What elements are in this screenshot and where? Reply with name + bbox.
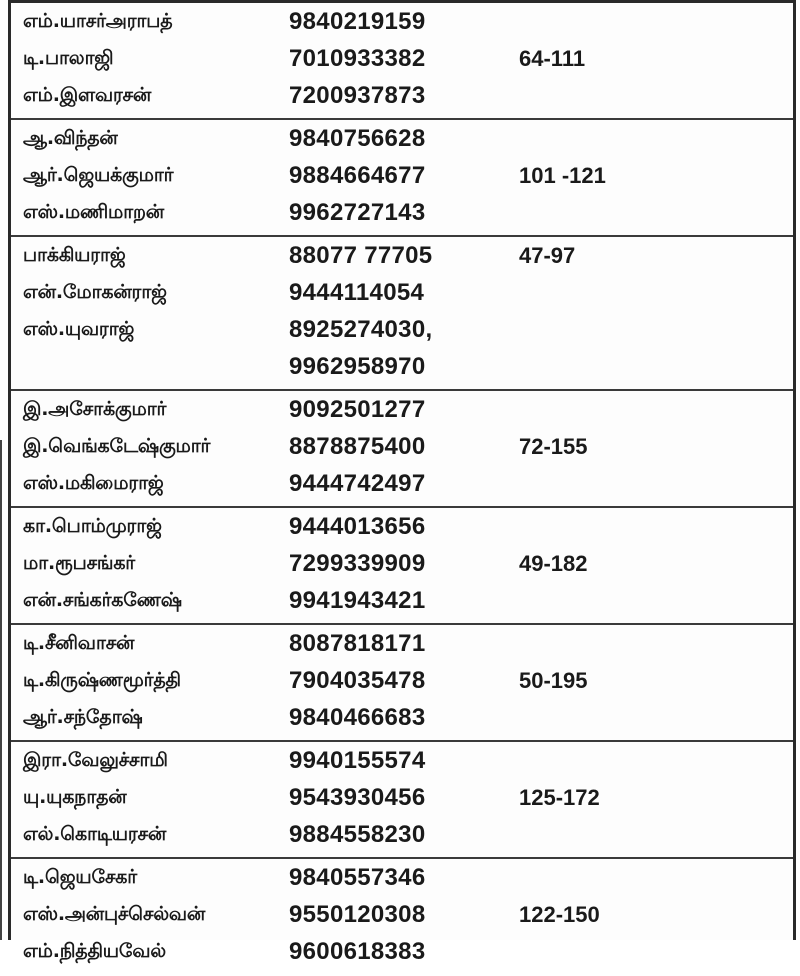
- contact-row: [11, 745, 793, 782]
- phone-number: 9444742497: [289, 470, 426, 497]
- contact-name: மா.ரூபசங்கர்: [23, 552, 136, 574]
- phone-number: 88077 77705: [289, 242, 433, 269]
- contact-group: [11, 742, 793, 859]
- phone-number: 9550120308: [289, 901, 426, 928]
- contact-row: [11, 197, 793, 234]
- contact-row: [11, 585, 793, 622]
- phone-number: 8087818171: [289, 630, 426, 657]
- phone-number: 9962958970: [289, 353, 426, 380]
- contact-name: எஸ்.மகிமைராஜ்: [23, 472, 164, 494]
- contact-name: டி.சீனிவாசன்: [23, 632, 135, 654]
- phone-number: 9092501277: [289, 396, 426, 423]
- phone-number: 7299339909: [289, 550, 426, 577]
- contact-name: என்.மோகன்ராஜ்: [23, 281, 167, 303]
- phone-number: 9444013656: [289, 513, 426, 540]
- contact-group: [11, 3, 793, 120]
- contact-row: [11, 240, 793, 277]
- phone-number: 9600618383: [289, 938, 426, 965]
- contact-name: எம்.இளவரசன்: [23, 84, 152, 106]
- contact-row: [11, 819, 793, 856]
- contact-name: எல்.கொடியரசன்: [23, 823, 167, 845]
- ward-range: 72-155: [519, 434, 588, 459]
- contact-group: [11, 508, 793, 625]
- phone-number: 7904035478: [289, 667, 426, 694]
- contact-name: டி.பாலாஜி: [23, 47, 114, 69]
- phone-number: 8878875400: [289, 433, 426, 460]
- contact-name: எம்.யாசர்அராபத்: [23, 10, 173, 32]
- ward-range: 125-172: [519, 785, 600, 810]
- contact-name: எம்.நித்தியவேல்: [23, 940, 166, 962]
- contact-name: இரா.வேலுச்சாமி: [23, 749, 168, 771]
- contact-name: என்.சங்கர்கணேஷ்: [23, 589, 182, 611]
- contact-row: [11, 431, 793, 468]
- contact-row: [11, 862, 793, 899]
- contact-row: [11, 277, 793, 314]
- contact-name: எஸ்.யுவராஜ்: [23, 318, 135, 340]
- contact-row: [11, 394, 793, 431]
- ward-range: 50-195: [519, 668, 588, 693]
- contact-row: [11, 468, 793, 505]
- contact-row: [11, 43, 793, 80]
- ward-range: 122-150: [519, 902, 600, 927]
- phone-number: 9543930456: [289, 784, 426, 811]
- contact-row: [11, 314, 793, 351]
- contact-name: எஸ்.அன்புச்செல்வன்: [23, 903, 206, 925]
- contact-row: [11, 80, 793, 117]
- contact-row: [11, 351, 793, 388]
- contact-row: [11, 160, 793, 197]
- ward-range: 49-182: [519, 551, 588, 576]
- contact-row: [11, 548, 793, 585]
- contact-row: [11, 6, 793, 43]
- phone-number: 9884558230: [289, 821, 426, 848]
- contact-name: கா.பொம்முராஜ்: [23, 515, 162, 537]
- contact-group: [11, 391, 793, 508]
- contact-name: யு.யுகநாதன்: [23, 786, 127, 808]
- contact-row: [11, 782, 793, 819]
- contact-name: ஆர்.சந்தோஷ்: [23, 706, 143, 728]
- ward-range: 64-111: [519, 46, 586, 71]
- contact-group: [11, 120, 793, 237]
- phone-number: 9941943421: [289, 587, 426, 614]
- contact-row: [11, 628, 793, 665]
- contact-row: [11, 936, 793, 973]
- contact-table: [8, 0, 796, 965]
- contact-row: [11, 899, 793, 936]
- ward-range: 47-97: [519, 243, 576, 268]
- phone-number: 9840756628: [289, 125, 426, 152]
- contact-name: ஆர்.ஜெயக்குமார்: [23, 164, 174, 186]
- contact-group: [11, 237, 793, 391]
- page-edge: [0, 440, 8, 940]
- contact-name: டி.கிருஷ்ணமூர்த்தி: [23, 669, 181, 691]
- phone-number: 9840557346: [289, 864, 426, 891]
- contact-row: [11, 511, 793, 548]
- contact-name: எஸ்.மணிமாறன்: [23, 201, 164, 223]
- contact-name: இ.அசோக்குமார்: [23, 398, 167, 420]
- contact-name: இ.வெங்கடேஷ்குமார்: [23, 435, 211, 457]
- contact-row: [11, 665, 793, 702]
- phone-number: 7200937873: [289, 82, 426, 109]
- contact-group: [11, 625, 793, 742]
- contact-row: [11, 123, 793, 160]
- phone-number: 9840219159: [289, 8, 426, 35]
- contact-name: ஆ.விந்தன்: [23, 127, 118, 149]
- ward-range: 101 -121: [519, 163, 606, 188]
- contact-name: பாக்கியராஜ்: [23, 244, 126, 266]
- phone-number: 8925274030,: [289, 316, 433, 343]
- phone-number: 7010933382: [289, 45, 426, 72]
- contact-row: [11, 702, 793, 739]
- contact-name: டி.ஜெயசேகர்: [23, 866, 137, 888]
- phone-number: 9962727143: [289, 199, 426, 226]
- phone-number: 9940155574: [289, 747, 426, 774]
- phone-number: 9840466683: [289, 704, 426, 731]
- phone-number: 9884664677: [289, 162, 426, 189]
- contact-group: [11, 859, 793, 976]
- phone-number: 9444114054: [289, 279, 425, 306]
